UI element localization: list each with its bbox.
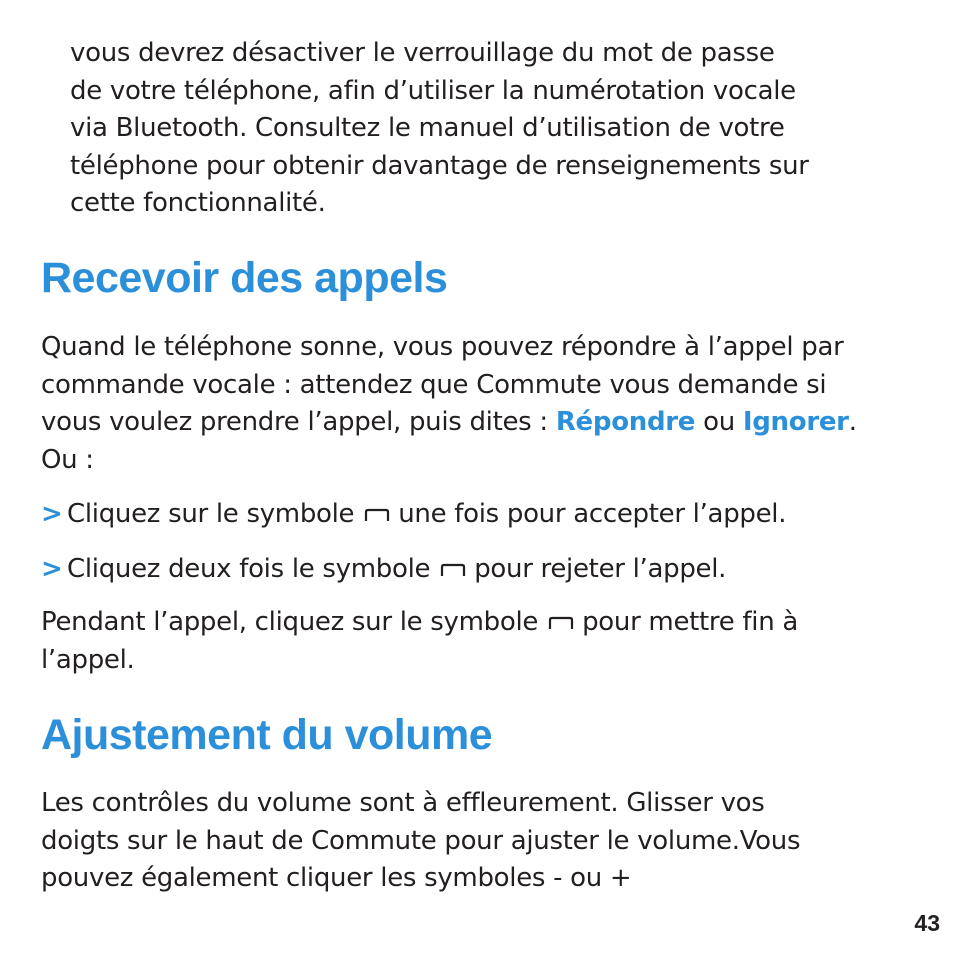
intro-paragraph	[70, 35, 809, 223]
end-call-text: l’appel.	[41, 644, 135, 675]
bullet-text: Cliquez deux fois le symbole	[67, 554, 431, 584]
end-call-text: Pendant l’appel, cliquez sur le symbole	[41, 607, 539, 637]
page-number: 43	[914, 910, 940, 936]
keyword-answer: Répondre	[555, 407, 696, 438]
receive-line: commande vocale : attendez que Commute vous demande si	[41, 369, 827, 400]
intro-line: téléphone pour obtenir davantage de renseignements sur	[70, 150, 809, 181]
bullet-text: pour rejeter l’appel.	[474, 554, 727, 584]
bullet-text: une fois pour accepter l’appel.	[398, 499, 787, 529]
bullet-marker: >	[41, 499, 63, 529]
volume-line: doigts sur le haut de Commute pour ajuster le volume.Vous	[41, 825, 801, 856]
receive-line: Quand le téléphone sonne, vous pouvez répondre à l’appel par	[41, 332, 844, 362]
receive-line: vous voulez prendre l’appel, puis dites :	[41, 407, 556, 438]
call-button-symbol-icon	[364, 508, 390, 522]
volume-line: Les contrôles du volume sont à effleurement. Glisser vos	[41, 788, 765, 818]
receive-line-connector: ou	[695, 407, 743, 438]
heading-volume-adjustment: Ajustement du volume	[41, 711, 493, 759]
intro-line: vous devrez désactiver le verrouillage du mot de passe	[70, 38, 775, 68]
bullet-marker: >	[41, 554, 63, 584]
intro-line: via Bluetooth. Consultez le manuel d’utilisation de votre	[70, 113, 785, 144]
bullet-reject-call	[41, 551, 726, 588]
receive-line-period: .	[848, 407, 857, 438]
bullet-accept-call	[41, 496, 786, 533]
call-button-symbol-icon	[548, 616, 574, 630]
intro-line: de votre téléphone, afin d’utiliser la numérotation vocale	[70, 75, 796, 106]
end-call-text: pour mettre fin à	[582, 607, 798, 637]
intro-line: cette fonctionnalité.	[70, 188, 326, 219]
receive-paragraph	[41, 329, 857, 479]
heading-receive-calls: Recevoir des appels	[41, 254, 448, 302]
end-call-paragraph	[41, 604, 798, 679]
volume-paragraph	[41, 785, 800, 898]
volume-line: pouvez également cliquer les symboles - ou +	[41, 863, 632, 894]
bullet-text: Cliquez sur le symbole	[67, 499, 355, 529]
call-button-symbol-icon	[440, 563, 466, 577]
receive-line: Ou :	[41, 444, 94, 475]
keyword-ignore: Ignorer	[742, 407, 849, 438]
